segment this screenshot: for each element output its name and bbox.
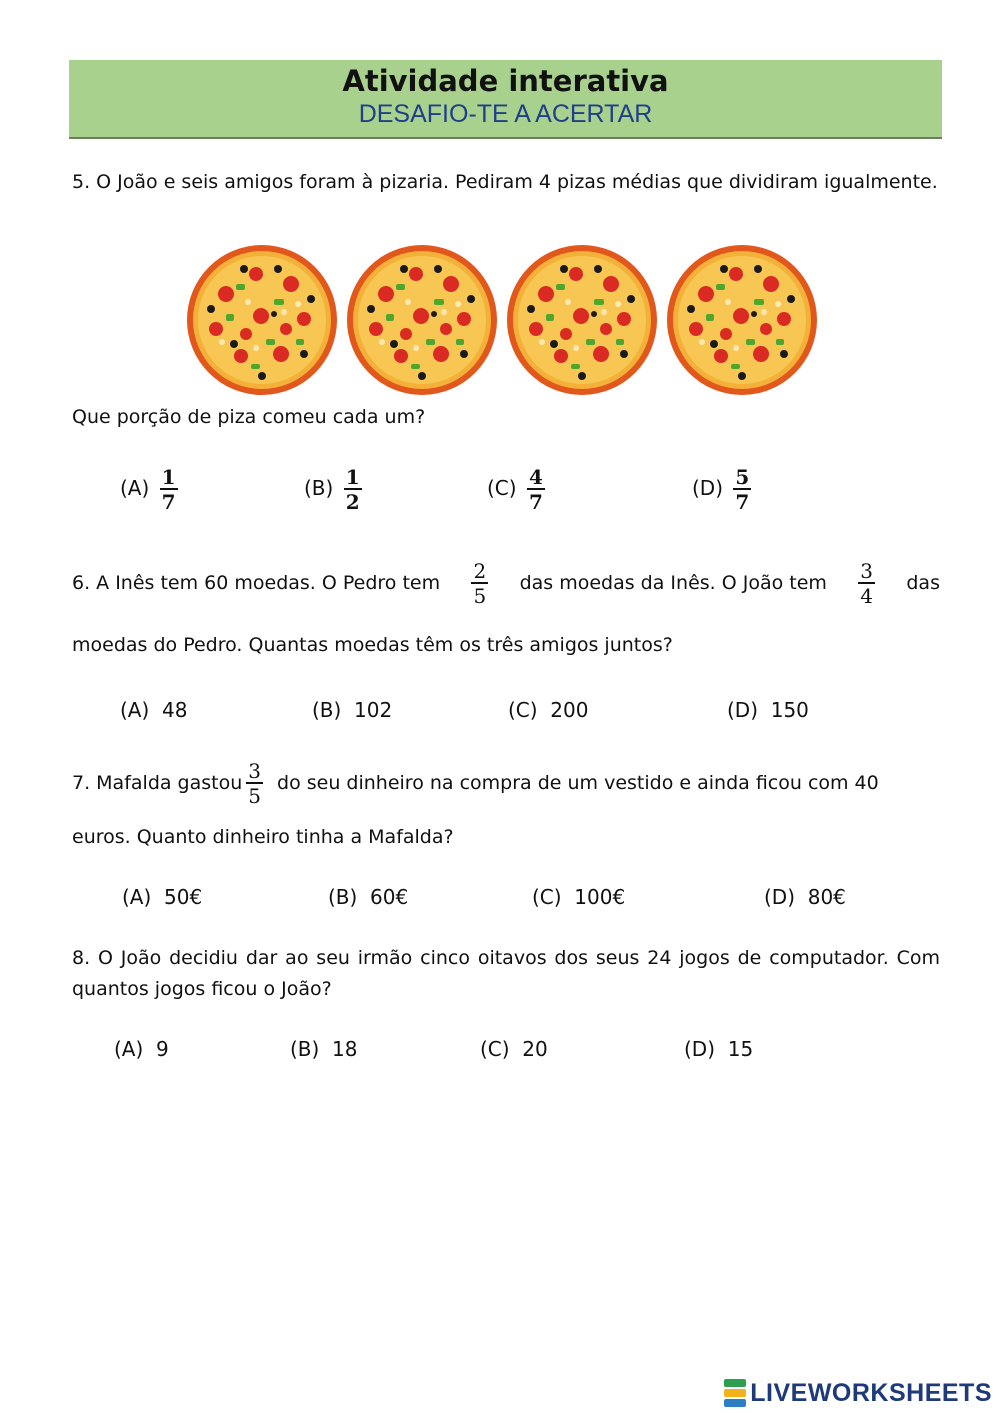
q8-option-c[interactable]: [480, 1037, 548, 1061]
q8-option-d[interactable]: [684, 1037, 753, 1061]
q8-option-b[interactable]: [290, 1037, 358, 1061]
page-title: Atividade interativa: [342, 64, 669, 98]
option-label: (D): [684, 1037, 716, 1061]
logo-text: LIVEWORKSHEETS: [750, 1378, 992, 1407]
option-fraction: [344, 466, 362, 513]
numerator: 3: [860, 559, 874, 583]
question-7-line-1: [72, 760, 940, 807]
option-value: 9: [156, 1037, 169, 1061]
option-value: 48: [162, 698, 188, 722]
liveworksheets-logo[interactable]: [724, 1378, 992, 1408]
option-fraction: [527, 466, 545, 513]
option-label: (A): [114, 1037, 144, 1061]
option-label: (B): [328, 885, 358, 909]
option-label: (B): [304, 476, 334, 500]
denominator: 7: [528, 490, 543, 514]
option-value: 50€: [164, 885, 203, 909]
q7-text-part2: do seu dinheiro na compra de um vestido e ainda ficou com 40: [277, 772, 879, 794]
header-banner: [69, 60, 942, 139]
denominator: 2: [345, 490, 360, 514]
option-value: 20: [522, 1037, 548, 1061]
pizza-image: [666, 244, 818, 396]
option-label: (A): [122, 885, 152, 909]
option-fraction: [733, 466, 751, 513]
q6-text-part2: das moedas da Inês. O João tem: [519, 572, 827, 594]
option-label: (C): [532, 885, 562, 909]
numerator: 1: [345, 465, 360, 489]
question-7-line-2: euros. Quanto dinheiro tinha a Mafalda?: [72, 826, 454, 848]
numerator: 5: [735, 465, 750, 489]
q8-option-a[interactable]: [114, 1037, 169, 1061]
question-6-line-1: [72, 560, 940, 607]
option-fraction: [160, 466, 178, 513]
option-label: (D): [764, 885, 796, 909]
option-label: (A): [120, 476, 150, 500]
logo-mark-icon: [724, 1378, 746, 1408]
q7-text-part1: 7. Mafalda gastou: [72, 772, 243, 794]
q5-option-d[interactable]: [692, 466, 755, 513]
question-5-prompt: Que porção de piza comeu cada um?: [72, 406, 426, 428]
q7-option-c[interactable]: [532, 885, 625, 909]
denominator: 4: [860, 584, 874, 608]
q5-option-b[interactable]: [304, 466, 366, 513]
option-value: 60€: [370, 885, 409, 909]
q6-fraction-1: [471, 560, 488, 607]
pizza-image: [346, 244, 498, 396]
option-label: (D): [727, 698, 759, 722]
option-label: (A): [120, 698, 150, 722]
denominator: 7: [735, 490, 750, 514]
q7-option-d[interactable]: [764, 885, 846, 909]
option-value: 100€: [574, 885, 626, 909]
option-value: 18: [332, 1037, 358, 1061]
option-value: 80€: [807, 885, 846, 909]
option-label: (C): [508, 698, 538, 722]
option-value: 200: [550, 698, 589, 722]
numerator: 1: [161, 465, 176, 489]
q6-option-d[interactable]: [727, 698, 809, 722]
q7-fraction: [246, 760, 263, 807]
option-label: (C): [487, 476, 517, 500]
option-value: 102: [354, 698, 393, 722]
q6-fraction-2: [858, 560, 875, 607]
option-label: (C): [480, 1037, 510, 1061]
option-label: (B): [290, 1037, 320, 1061]
question-6-line-2: moedas do Pedro. Quantas moedas têm os três amigos juntos?: [72, 634, 673, 656]
q5-option-c[interactable]: [487, 466, 549, 513]
numerator: 4: [528, 465, 543, 489]
page-subtitle: DESAFIO-TE A ACERTAR: [358, 100, 653, 128]
pizza-image: [506, 244, 658, 396]
numerator: 2: [473, 559, 487, 583]
question-8-text: 8. O João decidiu dar ao seu irmão cinco oitavos dos seus 24 jogos de computador. Com quantos jogos ficou o João?: [72, 947, 940, 1000]
denominator: 7: [161, 490, 176, 514]
q6-text-part3: das: [906, 572, 940, 594]
q6-option-a[interactable]: [120, 698, 187, 722]
q5-option-a[interactable]: [120, 466, 182, 513]
question-5-text: 5. O João e seis amigos foram à pizaria. Pediram 4 pizas médias que dividiram igualmente.: [72, 171, 938, 193]
pizza-image: [186, 244, 338, 396]
denominator: 5: [248, 784, 262, 808]
option-value: 150: [770, 698, 809, 722]
q6-option-c[interactable]: [508, 698, 588, 722]
q7-option-a[interactable]: [122, 885, 202, 909]
option-label: (D): [692, 476, 724, 500]
option-value: 15: [727, 1037, 754, 1061]
q6-option-b[interactable]: [312, 698, 392, 722]
numerator: 3: [248, 759, 262, 783]
option-label: (B): [312, 698, 342, 722]
denominator: 5: [473, 584, 487, 608]
q7-option-b[interactable]: [328, 885, 408, 909]
q6-text-part1: 6. A Inês tem 60 moedas. O Pedro tem: [72, 572, 441, 594]
